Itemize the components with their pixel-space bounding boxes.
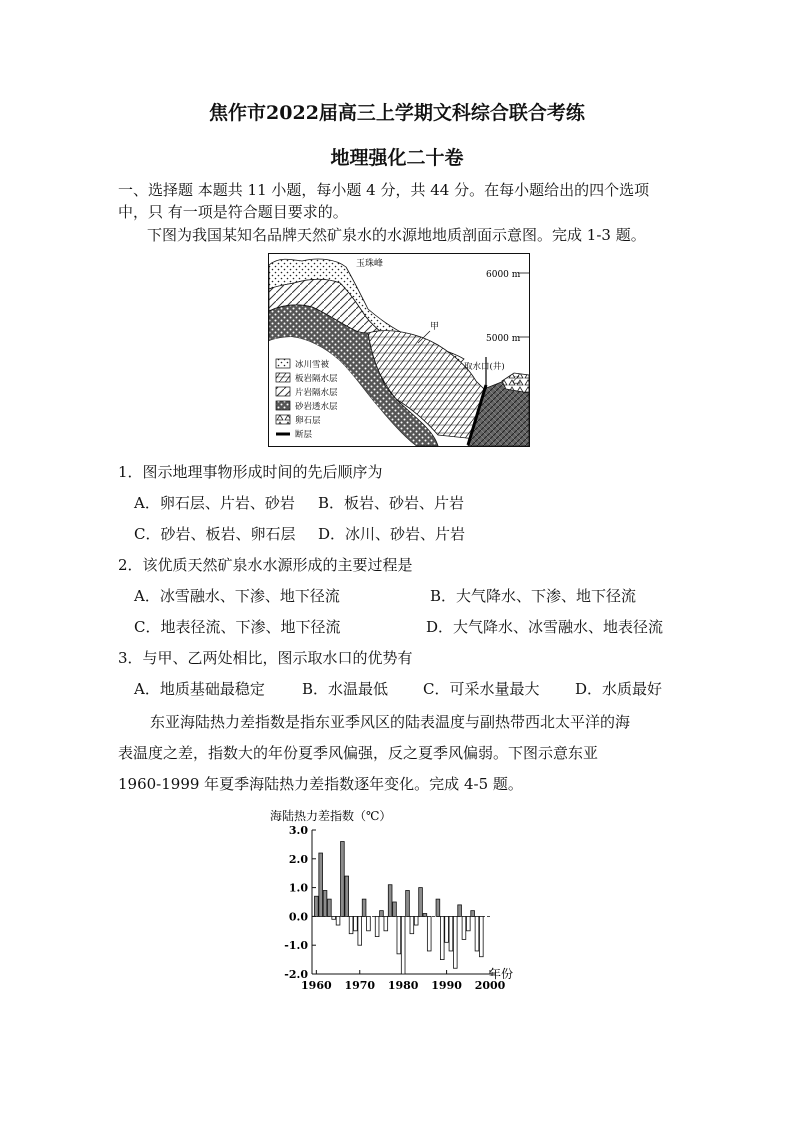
bar-1960 bbox=[314, 896, 318, 916]
bar-1985 bbox=[423, 914, 427, 917]
bar-1968 bbox=[349, 916, 353, 933]
location-yi-label: 乙 bbox=[512, 376, 522, 386]
bar-1986 bbox=[427, 916, 431, 951]
bar-1961 bbox=[319, 853, 323, 916]
elevation-5000-label: 5000 m bbox=[486, 334, 521, 344]
bar-1969 bbox=[354, 916, 358, 930]
question-2-option-d: D．大气降水、冰雪融水、地表径流 bbox=[426, 618, 664, 636]
chart-x-axis-title: 年份 bbox=[489, 967, 514, 981]
question-2-stem: 2．该优质天然矿泉水水源形成的主要过程是 bbox=[118, 556, 413, 574]
legend-label-pebble: 卵石层 bbox=[295, 416, 321, 426]
question-3-option-c: C．可采水量最大 bbox=[423, 680, 540, 698]
bar-1981 bbox=[406, 890, 410, 916]
bar-1989 bbox=[440, 916, 444, 959]
y-tick-label: 2.0 bbox=[288, 852, 308, 866]
chart-y-axis-title: 海陆热力差指数（℃） bbox=[270, 809, 392, 823]
bar-1966 bbox=[341, 842, 345, 917]
y-tick-label: -1.0 bbox=[284, 939, 308, 953]
legend-label-fault: 断层 bbox=[295, 430, 313, 440]
intro-paragraph-1: 下图为我国某知名品牌天然矿泉水的水源地地质剖面示意图。完成 1-3 题。 bbox=[147, 226, 646, 244]
bar-1991 bbox=[449, 916, 453, 951]
bar-1995 bbox=[466, 916, 470, 930]
bar-1971 bbox=[362, 899, 366, 916]
chart-bars bbox=[314, 842, 483, 974]
bar-1988 bbox=[436, 899, 440, 916]
y-tick-label: 3.0 bbox=[288, 824, 308, 837]
question-1-option-d: D．冰川、砂岩、片岩 bbox=[318, 525, 466, 543]
question-1-option-b: B．板岩、砂岩、片岩 bbox=[318, 494, 465, 512]
bar-1963 bbox=[328, 899, 332, 916]
question-2-option-c: C．地表径流、下渗、地下径流 bbox=[134, 618, 341, 636]
geologic-profile-figure bbox=[268, 253, 530, 447]
y-tick-label: 1.0 bbox=[288, 881, 308, 895]
question-3-stem: 3．与甲、乙两处相比，图示取水口的优势有 bbox=[118, 649, 413, 667]
bar-1962 bbox=[323, 890, 327, 916]
bar-1979 bbox=[397, 916, 401, 953]
question-3-option-b: B．水温最低 bbox=[302, 680, 389, 698]
section-heading-line1: 一、选择题 本题共 11 小题，每小题 4 分，共 44 分。在每小题给出的四个选项 bbox=[118, 181, 650, 199]
bar-1994 bbox=[462, 916, 466, 939]
bar-1982 bbox=[410, 916, 414, 933]
question-3-option-a: A．地质基础最稳定 bbox=[134, 680, 265, 698]
bar-1983 bbox=[414, 916, 418, 925]
bar-1992 bbox=[453, 916, 457, 968]
bar-1998 bbox=[479, 916, 483, 956]
bar-1993 bbox=[458, 905, 462, 917]
bar-1975 bbox=[380, 911, 384, 917]
bar-1980 bbox=[401, 916, 405, 974]
question-2-option-b: B．大气降水、下渗、地下径流 bbox=[430, 587, 637, 605]
bar-1974 bbox=[375, 916, 379, 936]
bar-1972 bbox=[367, 916, 371, 930]
bar-1967 bbox=[345, 876, 349, 916]
x-tick-label: 1990 bbox=[431, 979, 462, 992]
bar-1977 bbox=[388, 885, 392, 917]
bar-1965 bbox=[336, 916, 340, 925]
question-1-stem: 1．图示地理事物形成时间的先后顺序为 bbox=[118, 463, 383, 481]
bar-1996 bbox=[471, 911, 475, 917]
legend-label-schist: 片岩隔水层 bbox=[295, 388, 338, 398]
y-tick-label: 0.0 bbox=[288, 910, 308, 924]
x-tick-label: 1970 bbox=[344, 979, 376, 992]
bar-1970 bbox=[358, 916, 362, 945]
bar-1964 bbox=[332, 916, 336, 919]
bar-1997 bbox=[475, 916, 479, 951]
bar-1990 bbox=[445, 916, 449, 942]
question-1-option-a: A．卵石层、片岩、砂岩 bbox=[134, 494, 295, 512]
y-tick-label: -2.0 bbox=[284, 968, 308, 981]
bar-1976 bbox=[384, 916, 388, 930]
page-title: 焦作市2022届高三上学期文科综合联合考练 bbox=[209, 102, 585, 124]
question-2-option-a: A．冰雪融水、下渗、地下径流 bbox=[134, 587, 340, 605]
x-tick-label: 2000 bbox=[474, 979, 506, 992]
elevation-6000-label: 6000 m bbox=[486, 270, 521, 280]
intro-paragraph-2-line2: 表温度之差，指数大的年份夏季风偏强，反之夏季风偏弱。下图示意东亚 bbox=[118, 744, 599, 762]
page-subtitle: 地理强化二十卷 bbox=[330, 147, 464, 169]
legend-label-slate: 板岩隔水层 bbox=[295, 374, 338, 384]
intro-paragraph-2-line1: 东亚海陆热力差指数是指东亚季风区的陆表温度与副热带西北太平洋的海 bbox=[150, 713, 631, 731]
section-heading-line2: 中，只 有一项是符合题目要求的。 bbox=[118, 203, 348, 221]
peak-label: 玉珠峰 bbox=[356, 259, 384, 269]
location-jia-label: 甲 bbox=[430, 322, 440, 332]
legend-label-glacier: 冰川雪被 bbox=[295, 360, 330, 370]
intro-paragraph-2-line3: 1960-1999 年夏季海陆热力差指数逐年变化。完成 4-5 题。 bbox=[118, 775, 523, 793]
heat-difference-index-chart bbox=[262, 802, 532, 1002]
x-tick-label: 1960 bbox=[301, 979, 332, 992]
question-1-option-c: C．砂岩、板岩、卵石层 bbox=[134, 525, 296, 543]
bar-1978 bbox=[393, 902, 397, 916]
legend-label-sandstone: 砂岩透水层 bbox=[295, 402, 338, 412]
question-3-option-d: D．水质最好 bbox=[575, 680, 663, 698]
bar-1984 bbox=[419, 888, 423, 917]
x-tick-label: 1980 bbox=[387, 979, 419, 992]
intake-well-label: 取水口(井) bbox=[464, 362, 505, 372]
